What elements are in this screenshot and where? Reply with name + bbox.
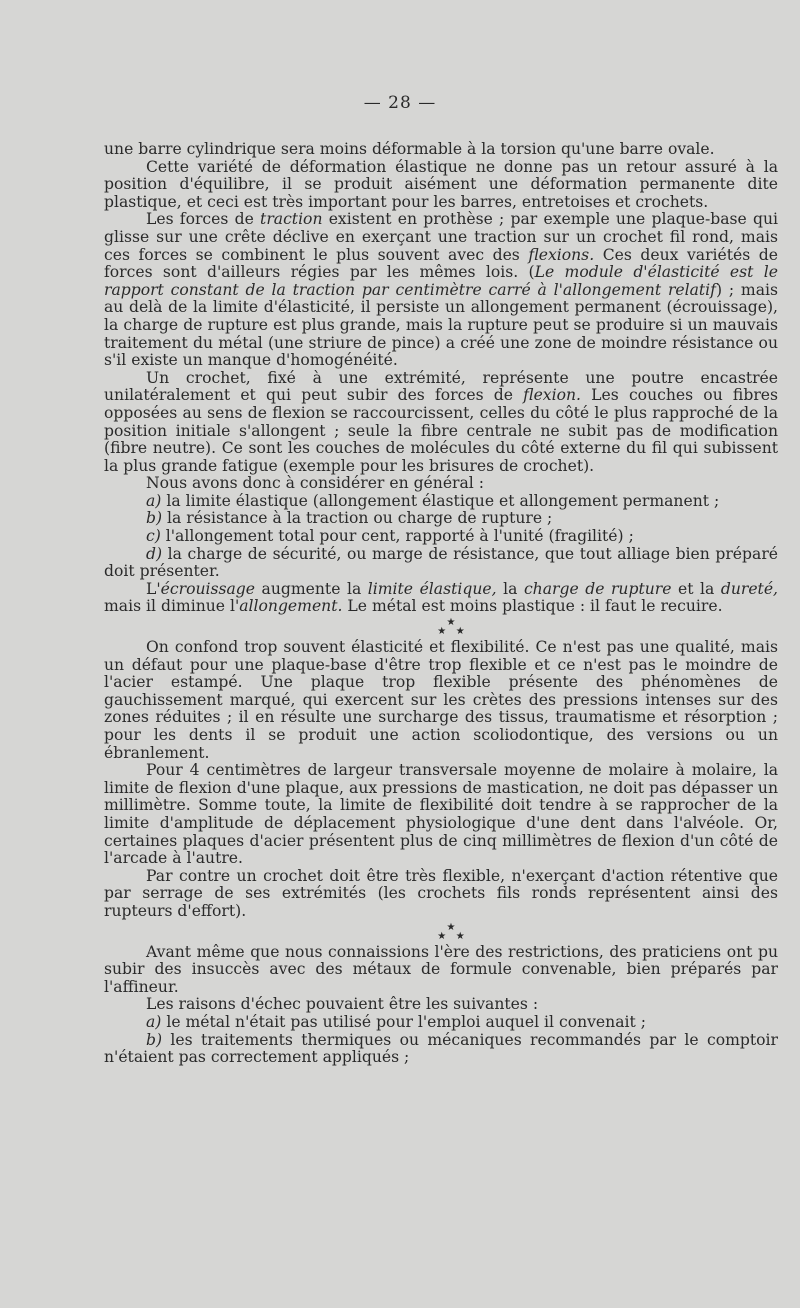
paragraph: Par contre un crochet doit être très flexible, n'exerçant d'action rétentive que par serrage de ses extrémités (les crochets fils ronds représentent ainsi des rupteurs d'effort). [104,866,778,920]
text-run: la résistance à la traction ou charge de rupture ; [162,509,553,528]
text-run: Un crochet, fixé à une extrémité, représente une poutre encastrée unilatéralement et qui peut subir des forces de [104,368,778,405]
italic-run: flexion. [523,386,581,405]
paragraph [104,211,778,369]
paragraph: Nous avons donc à considérer en général : [146,474,485,493]
paragraph [104,1032,778,1067]
italic-run: b) [146,1030,163,1049]
text-run: existent en prothèse ; par exemple une plaque-base qui glisse sur une crête déclive en exerçant une traction sur un crochet fil rond, mais ces forces se combinent le plus souvent avec des [104,210,779,264]
italic-run: d) [146,544,163,563]
paragraph: Pour 4 centimètres de largeur transversale moyenne de molaire à molaire, la limite de flexion d'une plaque, aux pressions de mastication, ne doit pas dépasser un millimètre. Somme toute, la limite de flexibilité doit tendre à se rapprocher de la limite d'amplitude de déplacement physiologique d'une dent dans l'alvéole. Or, certaines plaques d'acier présentent plus de cinq millimètres de flexion d'un côté de l'arcade à l'autre. [104,761,778,868]
text-run: Le métal est moins plastique : il faut le recuire. [342,597,723,616]
paragraph: Cette variété de déformation élastique ne donne pas un retour assuré à la position d'équilibre, il se produit aisément une déformation permanente dite plastique, et ceci est très important pour les barres, entretoises et crochets. [104,157,778,211]
page-number: — 28 — [363,93,437,113]
text-run: l'allongement total pour cent, rapporté à l'unité (fragilité) ; [160,527,634,546]
text-run: mais il diminue l' [104,597,240,616]
text-run: Ces deux variétés de forces sont d'ailleurs régies par les mêmes lois. ( [104,245,778,282]
italic-run: allongement. [239,597,343,616]
body-text [104,141,778,1067]
italic-run: traction [260,210,323,229]
paragraph [104,581,778,616]
text-run: augmente la [255,579,368,598]
text-run: la limite élastique (allongement élastique et allongement permanent ; [161,491,720,510]
paragraph: Avant même que nous connaissions l'ère des restrictions, des praticiens ont pu subir des insuccès avec des métaux de formule convenable, bien préparés par l'affineur. [104,942,778,996]
paragraph [104,546,778,581]
italic-run: charge de rupture [523,579,672,598]
italic-run: flexions. [528,245,595,264]
paragraph: On confond trop souvent élasticité et flexibilité. Ce n'est pas une qualité, mais un défaut pour une plaque-base d'être trop flexible et ce n'est pas le moindre de l'acier estampé. Une plaque trop flexible présente des phénomènes de gauchissement marqué, qui exercent sur les crètes des pressions intenses sur des zones réduites ; il en résulte une surcharge des tissus, traumatisme et résorption ; pour les dents il se produit une action scoliodontique, des versions ou un ébranlement. [104,638,778,762]
section-separator-asterism: ★ ★ ★ [437,921,465,942]
section-separator-asterism: ★ ★ ★ [437,617,465,638]
text-run: la charge de sécurité, ou marge de résistance, que tout alliage bien préparé doit présenter. [104,544,778,581]
text-run: le métal n'était pas utilisé pour l'emploi auquel il convenait ; [161,1012,646,1031]
paragraph [104,493,778,511]
italic-run: dureté, [720,579,779,598]
text-run: Les forces de [146,210,261,229]
text-run: les traitements thermiques ou mécaniques recommandés par le comptoir n'étaient pas correctement appliqués ; [104,1030,778,1067]
italic-run: Le module d'élasticité est le rapport constant de la traction par centimètre carré à l'allongement relatif [104,263,778,299]
italic-run: b) [146,509,163,528]
paragraph [104,528,778,546]
text-run: L' [146,579,161,598]
italic-run: écrouissage [160,579,256,598]
paragraph: Les raisons d'échec pouvaient être les suivantes : [146,995,539,1014]
paragraph: une barre cylindrique sera moins déformable à la torsion qu'une barre ovale. [104,140,715,158]
paragraph [104,1014,778,1032]
text-run: Les couches ou fibres opposées au sens de flexion se raccourcissent, celles du côté le plus rapproché de la position initiale s'allongent ; seule la fibre centrale ne subit pas de modification (fibre neutre). Ce sont les couches de molécules du côté externe du fil qui subissent la plus grande fatigue (exemple pour les brisures de crochet). [104,386,779,475]
paragraph [104,510,778,528]
text-run: la [496,579,524,598]
text-run: et la [671,579,721,598]
italic-run: limite élastique, [367,579,497,598]
text-run: ) ; mais au delà de la limite d'élasticité, il persiste un allongement permanent (écrouissage), la charge de rupture est plus grande, mais la rupture peut se produire si un mauvais traitement du métal (une striure de pince) a créé une zone de moindre résistance ou s'il existe un manque d'homogénéité. [104,280,778,370]
paragraph [104,370,778,476]
italic-run: c) [146,527,161,546]
italic-run: a) [146,491,162,510]
italic-run: a) [146,1012,162,1031]
